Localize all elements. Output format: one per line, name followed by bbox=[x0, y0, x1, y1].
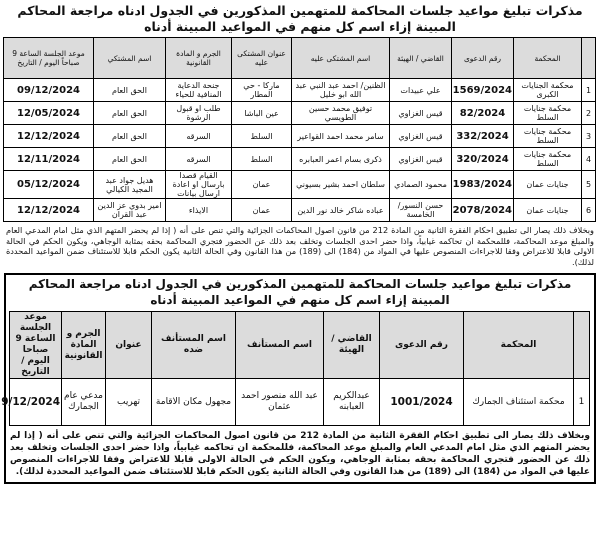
header-cell bbox=[574, 312, 590, 379]
date-cell: 9/12/2024 bbox=[10, 379, 62, 426]
notice1-title: مذكرات تبليغ مواعيد جلسات المحاكمة للمتهمين المذكورين في الجدول ادناه مراجعة المحاكم المبينة إزاء اسم كل منهم في المواعيد المبينة أدناه bbox=[17, 3, 583, 34]
court-cell: محكمة جنايات السلط bbox=[514, 148, 582, 171]
offense-cell: السرقه bbox=[166, 148, 232, 171]
date-cell: 09/12/2024 bbox=[4, 79, 94, 102]
offense-cell: مدعي عام الجمارك bbox=[62, 379, 106, 426]
case-number-cell: 1001/2024 bbox=[380, 379, 464, 426]
notice2-legal-paragraph: وبخلاف ذلك يصار الى تطبيق احكام الفقرة الثانية من المادة 212 من قانون اصول المحاكمات الجزائية والتي تنص على أنه ( إذا لم يحضر المتهم الذي مثل امام المدعي العام والمبلغ موعد المحاكمة، فللمحكمة ان تحاكمه غيابياً، واذا حضر احدى الجلسات وتخلف بعد ذلك عن الحضور فتجري المحاكمة بحقه بمثابة الوجاهي، ويكون الحكم في الحالة الاولى قابلا للاعتراض وفقا للاجراءات المنصوص عليها في المواد من (184) الى (189) من هذا القانون وفي الحالة الثانية يكون الحكم قابلا للاستئناف ضمن المواعيد المحددة لذلك). bbox=[10, 431, 590, 477]
header-cell bbox=[582, 38, 596, 79]
case-number-cell: 2078/2024 bbox=[452, 199, 514, 222]
header-cell: المحكمة bbox=[464, 312, 574, 379]
address-cell: عين الباشا bbox=[232, 102, 292, 125]
case-number-cell: 82/2024 bbox=[452, 102, 514, 125]
header-cell: موعد الجلسة الساعة 9 صباحا اليوم / التاريخ bbox=[10, 312, 62, 379]
row-number: 4 bbox=[582, 148, 596, 171]
row-number: 5 bbox=[582, 171, 596, 199]
judge-cell: عبدالكريم العبابنه bbox=[324, 379, 380, 426]
date-cell: 12/05/2024 bbox=[4, 102, 94, 125]
judge-cell: قيس الغزاوي bbox=[390, 148, 452, 171]
header-cell: القاضي / الهيئة bbox=[390, 38, 452, 79]
offense-cell: الايذاء bbox=[166, 199, 232, 222]
row-number: 1 bbox=[574, 379, 590, 426]
notice2-header-row bbox=[10, 312, 590, 379]
header-cell: عنوان bbox=[106, 312, 152, 379]
complainant-cell: امير بدوي عز الدين عبد القران bbox=[94, 199, 166, 222]
defendant-cell: توفيق محمد حسين الطويسي bbox=[292, 102, 390, 125]
complainant-cell: هديل جواد عبد المجيد الكيالي bbox=[94, 171, 166, 199]
offense-cell: السرقه bbox=[166, 125, 232, 148]
complainant-cell: الحق العام bbox=[94, 79, 166, 102]
judge-cell: علي عبيدات bbox=[390, 79, 452, 102]
notice2-table bbox=[1, 311, 590, 426]
table-row bbox=[4, 102, 596, 125]
row-number: 6 bbox=[582, 199, 596, 222]
court-cell: محكمة جنايات السلط bbox=[514, 102, 582, 125]
complainant-cell: الحق العام bbox=[94, 102, 166, 125]
notice2-box bbox=[1, 273, 596, 484]
address-cell: السلط bbox=[232, 148, 292, 171]
appellant-cell: عبد الله منصور احمد عثمان bbox=[236, 379, 324, 426]
header-cell: اسم المشتكى عليه bbox=[292, 38, 390, 79]
judge-cell: حسن النسور/ الخامسة bbox=[390, 199, 452, 222]
complainant-cell: الحق العام bbox=[94, 148, 166, 171]
header-cell: الجرم و المادة القانونية bbox=[62, 312, 106, 379]
date-cell: 12/11/2024 bbox=[4, 148, 94, 171]
header-cell: اسم المستأنف ضده bbox=[152, 312, 236, 379]
court-cell: جنايات عمان bbox=[514, 199, 582, 222]
court-cell: محكمة جنايات السلط bbox=[514, 125, 582, 148]
offense-cell: القيام قصدا بارسال او اعادة ارسال بيانات bbox=[166, 171, 232, 199]
defendant-cell: سامر محمد احمد القواعير bbox=[292, 125, 390, 148]
notice1-header-row bbox=[4, 38, 596, 79]
offense-cell: طلب او قبول الرشوة bbox=[166, 102, 232, 125]
address-cell: عمان bbox=[232, 171, 292, 199]
header-cell: رقم الدعوى bbox=[452, 38, 514, 79]
table-row bbox=[4, 125, 596, 148]
judge-cell: قيس الغزاوي bbox=[390, 125, 452, 148]
date-cell: 12/12/2024 bbox=[4, 199, 94, 222]
header-cell: عنوان المشتكى عليه bbox=[232, 38, 292, 79]
court-cell: جنايات عمان bbox=[514, 171, 582, 199]
case-number-cell: 1569/2024 bbox=[452, 79, 514, 102]
header-cell: موعد الجلسة الساعة 9 صباحاً اليوم / التاريخ bbox=[4, 38, 94, 79]
date-cell: 12/12/2024 bbox=[4, 125, 94, 148]
row-number: 3 bbox=[582, 125, 596, 148]
header-cell: رقم الدعوى bbox=[380, 312, 464, 379]
table-row bbox=[4, 148, 596, 171]
case-number-cell: 320/2024 bbox=[452, 148, 514, 171]
address-cell: عمان bbox=[232, 199, 292, 222]
row-number: 1 bbox=[582, 79, 596, 102]
case-number-cell: 1983/2024 bbox=[452, 171, 514, 199]
appellee-cell: مجهول مكان الاقامة bbox=[152, 379, 236, 426]
court-cell: محكمة استئناف الجمارك bbox=[464, 379, 574, 426]
judge-cell: محمود الصمادي bbox=[390, 171, 452, 199]
header-cell: القاضي / الهيئة bbox=[324, 312, 380, 379]
header-cell: الجرم و المادة القانونية bbox=[166, 38, 232, 79]
header-cell: اسم المستأنف bbox=[236, 312, 324, 379]
defendant-cell: سلطان احمد بشير بسيوني bbox=[292, 171, 390, 199]
notice1-table bbox=[3, 37, 596, 222]
address-cell: ماركا - حي المطار bbox=[232, 79, 292, 102]
offense-cell: جنحة الدعاية المنافية للحياء bbox=[166, 79, 232, 102]
table-row bbox=[4, 171, 596, 199]
defendant-cell: ذكرى بسام اعمر العبابره bbox=[292, 148, 390, 171]
case-number-cell: 332/2024 bbox=[452, 125, 514, 148]
notice2-title: مذكرات تبليغ مواعيد جلسات المحاكمة للمتهمين المذكورين في الجدول ادناه مراجعة المحاكم المبينة إزاء اسم كل منهم في المواعيد المبينة أدناه bbox=[28, 277, 572, 307]
table-row bbox=[4, 199, 596, 222]
defendant-cell: الظنين/ احمد عبد النبي عبد الله ابو خليل bbox=[292, 79, 390, 102]
court-cell: محكمة الجنايات الكبرى bbox=[514, 79, 582, 102]
header-cell: اسم المشتكي bbox=[94, 38, 166, 79]
date-cell: 05/12/2024 bbox=[4, 171, 94, 199]
header-cell: المحكمة bbox=[514, 38, 582, 79]
table-row bbox=[4, 79, 596, 102]
row-number: 2 bbox=[582, 102, 596, 125]
judge-cell: قيس الغزاوي bbox=[390, 102, 452, 125]
notice1-legal-paragraph: وبخلاف ذلك يصار الى تطبيق احكام الفقرة الثانية من المادة 212 من قانون اصول المحاكمات الجزائية والتي تنص على أنه ( إذا لم يحضر المتهم الذي مثل امام المدعي العام والمبلغ موعد المحاكمة، فللمحكمة ان تحاكمه غيابياً، واذا حضر احدى الجلسات وتخلف بعد ذلك عن الحضور فتجري المحاكمة بحقه بمثابة الوجاهي، ويكون الحكم في الحالة الاولى قابلا للاعتراض وفقا للاجراءات المنصوص عليها في المواد من (184) الى (189) من هذا القانون وفي الحالة الثانية يكون الحكم قابلا للاستئناف ضمن المواعيد المحددة لذلك). bbox=[6, 225, 594, 267]
address-cell: السلط bbox=[232, 125, 292, 148]
complainant-cell: الحق العام bbox=[94, 125, 166, 148]
address-cell: تهريب bbox=[106, 379, 152, 426]
table-row bbox=[10, 379, 590, 426]
defendant-cell: عباده شاكر خالد نور الدين bbox=[292, 199, 390, 222]
